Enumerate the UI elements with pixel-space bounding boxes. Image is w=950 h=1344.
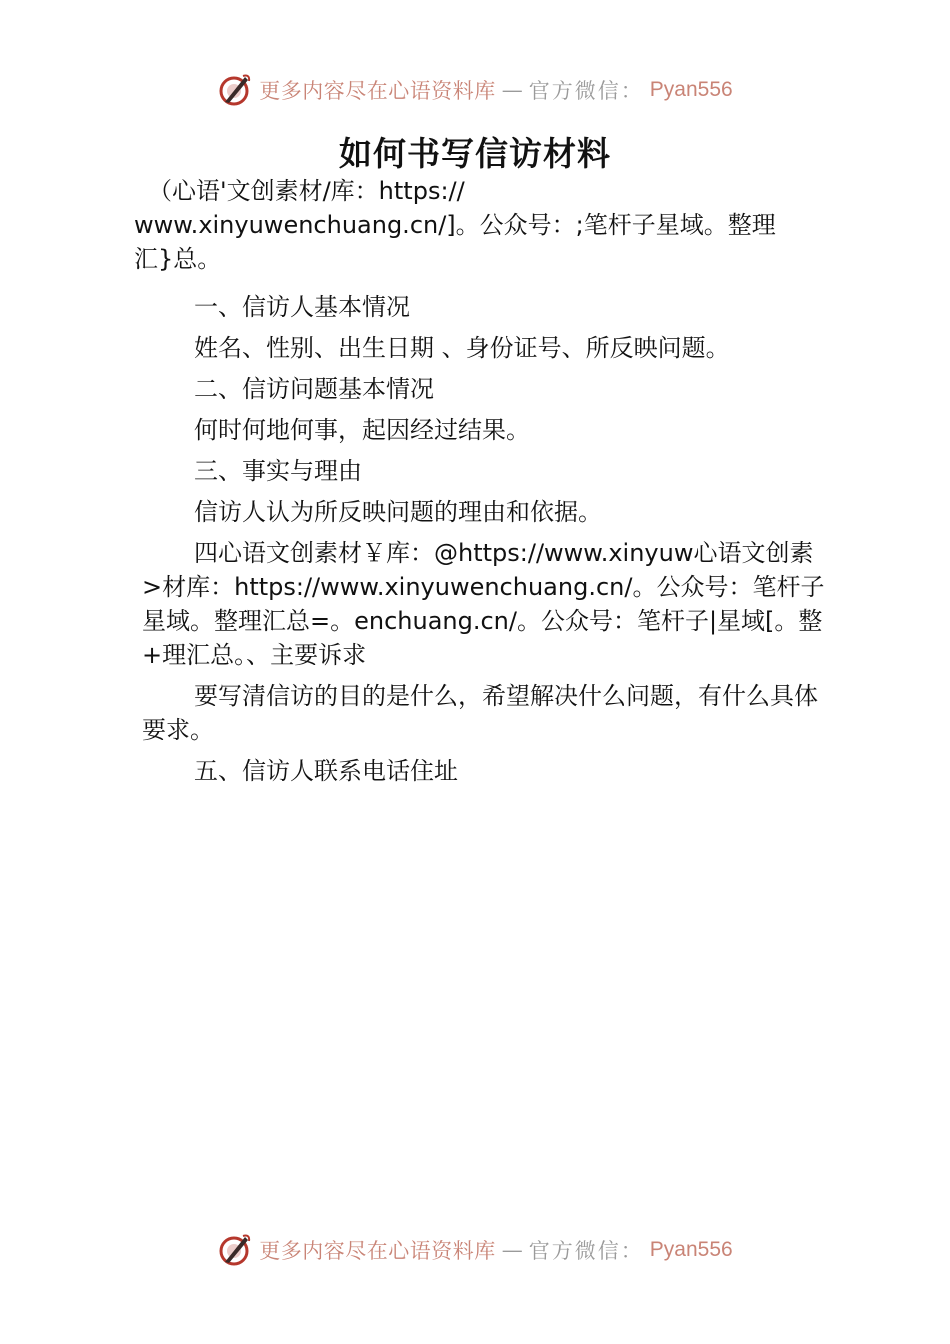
body-paragraph: 何时何地何事，起因经过结果。 [194,416,530,444]
section-heading: 三、事实与理由 [194,457,362,485]
watermark-label: 官方微信： [528,79,644,103]
source-note-line: 汇}总。 [134,245,222,273]
document-body [142,290,832,795]
footer-watermark [0,1232,950,1268]
body-paragraph: 信访人认为所反映问题的理由和依据。 [194,498,602,526]
body-paragraph: 姓名、性别、出生日期 、身份证号、所反映问题。 [194,334,730,362]
document-title: 如何书写信访材料 [339,134,611,173]
watermark-dash: — [501,1238,523,1262]
watermark-wechat-id: Pyan556 [649,78,733,101]
body-paragraph: 要写清信访的目的是什么，希望解决什么问题，有什么具体要求。 [142,682,818,744]
watermark-wechat-id: Pyan556 [649,1238,733,1261]
source-note-line: www.xinyuwenchuang.cn/]。公众号：;笔杆子星域。整理 [134,211,776,239]
section-heading: 五、信访人联系电话住址 [194,757,458,785]
watermark-text: 更多内容尽在心语资料库 [259,1239,496,1263]
watermark-label: 官方微信： [528,1239,644,1263]
watermark-text: 更多内容尽在心语资料库 [259,79,496,103]
quill-pen-seal-icon [217,1232,253,1268]
quill-pen-seal-icon [217,72,253,108]
section-heading: 二、信访问题基本情况 [194,375,434,403]
section-heading: 四心语文创素材￥库：@https://www.xinyuw心语文创素>材库：https://www.xinyuwenchuang.cn/。公众号：笔杆子星域。整理汇总=。enchuang.cn/。公众号：笔杆子|星域[。整+理汇总。、主要诉求 [142,539,825,669]
section-heading: 一、信访人基本情况 [194,293,410,321]
watermark-dash: — [501,78,523,102]
source-note [134,174,824,276]
source-note-line: （心语'文创素材/库：https:// [148,177,465,205]
header-watermark [0,72,950,108]
